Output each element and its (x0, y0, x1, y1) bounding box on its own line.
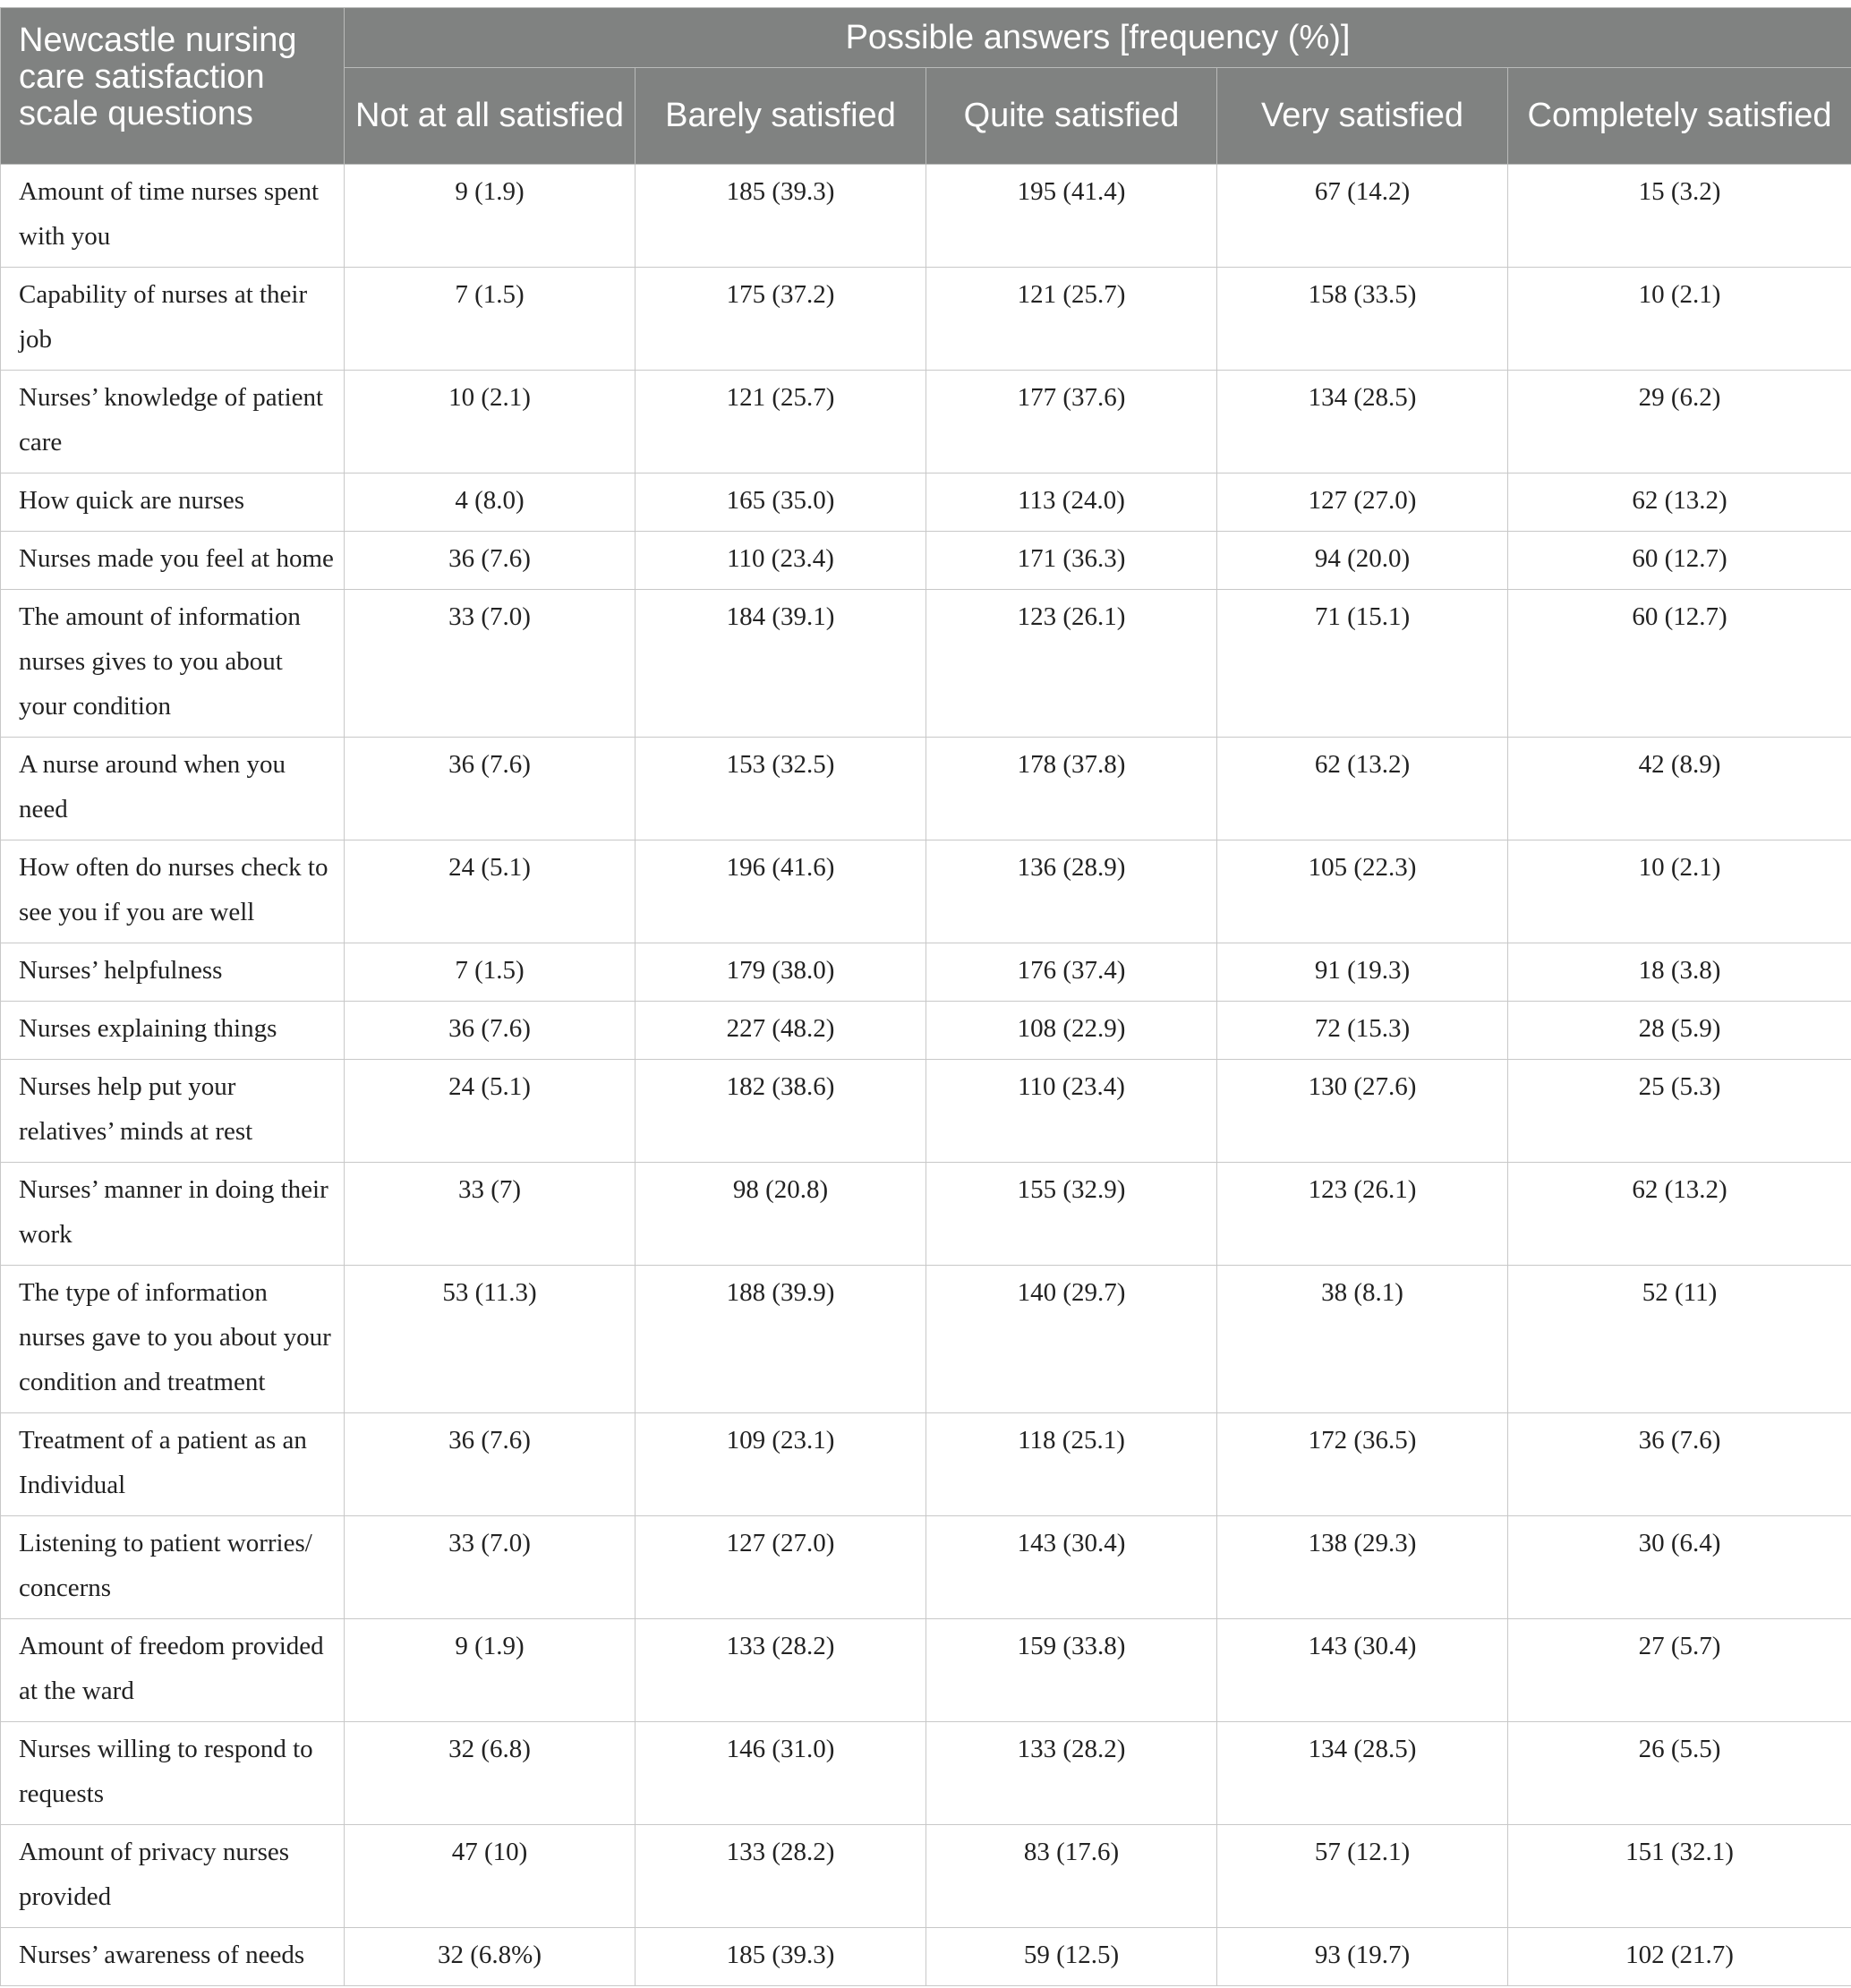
question-cell: Nurses explaining things (1, 1002, 345, 1060)
table-row (1, 1825, 1851, 1928)
value-cell-not-at-all-satisfied: 36 (7.6) (345, 1413, 635, 1516)
value-cell-quite-satisfied: 159 (33.8) (926, 1619, 1217, 1722)
value-cell-very-satisfied: 94 (20.0) (1217, 532, 1508, 590)
value-cell-barely-satisfied: 98 (20.8) (635, 1163, 926, 1266)
value-cell-completely-satisfied: 42 (8.9) (1508, 738, 1851, 840)
table-body (1, 165, 1851, 1986)
value-cell-barely-satisfied: 196 (41.6) (635, 840, 926, 943)
value-cell-quite-satisfied: 176 (37.4) (926, 943, 1217, 1002)
value-cell-barely-satisfied: 165 (35.0) (635, 474, 926, 532)
value-cell-quite-satisfied: 108 (22.9) (926, 1002, 1217, 1060)
value-cell-not-at-all-satisfied: 32 (6.8) (345, 1722, 635, 1825)
value-cell-completely-satisfied: 102 (21.7) (1508, 1928, 1851, 1986)
table-row (1, 590, 1851, 738)
value-cell-completely-satisfied: 10 (2.1) (1508, 840, 1851, 943)
value-cell-quite-satisfied: 140 (29.7) (926, 1266, 1217, 1413)
value-cell-very-satisfied: 105 (22.3) (1217, 840, 1508, 943)
value-cell-barely-satisfied: 227 (48.2) (635, 1002, 926, 1060)
value-cell-very-satisfied: 91 (19.3) (1217, 943, 1508, 1002)
value-cell-very-satisfied: 143 (30.4) (1217, 1619, 1508, 1722)
value-cell-completely-satisfied: 25 (5.3) (1508, 1060, 1851, 1163)
value-cell-quite-satisfied: 155 (32.9) (926, 1163, 1217, 1266)
value-cell-barely-satisfied: 179 (38.0) (635, 943, 926, 1002)
value-cell-barely-satisfied: 133 (28.2) (635, 1825, 926, 1928)
value-cell-quite-satisfied: 133 (28.2) (926, 1722, 1217, 1825)
value-cell-quite-satisfied: 118 (25.1) (926, 1413, 1217, 1516)
value-cell-not-at-all-satisfied: 32 (6.8%) (345, 1928, 635, 1986)
value-cell-not-at-all-satisfied: 36 (7.6) (345, 532, 635, 590)
value-cell-quite-satisfied: 110 (23.4) (926, 1060, 1217, 1163)
table-row (1, 371, 1851, 474)
question-cell: Nurses’ awareness of needs (1, 1928, 345, 1986)
value-cell-quite-satisfied: 136 (28.9) (926, 840, 1217, 943)
value-cell-very-satisfied: 134 (28.5) (1217, 371, 1508, 474)
value-cell-not-at-all-satisfied: 7 (1.5) (345, 943, 635, 1002)
table-row (1, 1413, 1851, 1516)
value-cell-barely-satisfied: 110 (23.4) (635, 532, 926, 590)
value-cell-quite-satisfied: 59 (12.5) (926, 1928, 1217, 1986)
value-cell-completely-satisfied: 28 (5.9) (1508, 1002, 1851, 1060)
value-cell-completely-satisfied: 36 (7.6) (1508, 1413, 1851, 1516)
value-cell-very-satisfied: 72 (15.3) (1217, 1002, 1508, 1060)
value-cell-very-satisfied: 123 (26.1) (1217, 1163, 1508, 1266)
question-cell: Listening to patient worries/ concerns (1, 1516, 345, 1619)
table-row (1, 1163, 1851, 1266)
value-cell-very-satisfied: 38 (8.1) (1217, 1266, 1508, 1413)
table-row (1, 1619, 1851, 1722)
value-cell-not-at-all-satisfied: 36 (7.6) (345, 738, 635, 840)
value-cell-quite-satisfied: 123 (26.1) (926, 590, 1217, 738)
column-header-completely-satisfied: Completely satisfied (1508, 68, 1851, 165)
value-cell-not-at-all-satisfied: 33 (7.0) (345, 1516, 635, 1619)
question-cell: How often do nurses check to see you if you are well (1, 840, 345, 943)
value-cell-very-satisfied: 172 (36.5) (1217, 1413, 1508, 1516)
value-cell-very-satisfied: 62 (13.2) (1217, 738, 1508, 840)
table-row (1, 738, 1851, 840)
column-header-quite-satisfied: Quite satisfied (926, 68, 1217, 165)
value-cell-barely-satisfied: 121 (25.7) (635, 371, 926, 474)
value-cell-barely-satisfied: 153 (32.5) (635, 738, 926, 840)
table-row (1, 532, 1851, 590)
value-cell-completely-satisfied: 26 (5.5) (1508, 1722, 1851, 1825)
table-header (1, 8, 1851, 165)
value-cell-quite-satisfied: 143 (30.4) (926, 1516, 1217, 1619)
question-cell: Nurses willing to respond to requests (1, 1722, 345, 1825)
table-row (1, 474, 1851, 532)
value-cell-barely-satisfied: 185 (39.3) (635, 165, 926, 268)
column-header-barely-satisfied: Barely satisfied (635, 68, 926, 165)
value-cell-barely-satisfied: 185 (39.3) (635, 1928, 926, 1986)
table-row (1, 1928, 1851, 1986)
value-cell-barely-satisfied: 109 (23.1) (635, 1413, 926, 1516)
value-cell-completely-satisfied: 60 (12.7) (1508, 590, 1851, 738)
value-cell-not-at-all-satisfied: 53 (11.3) (345, 1266, 635, 1413)
value-cell-completely-satisfied: 10 (2.1) (1508, 268, 1851, 371)
column-header-very-satisfied: Very satisfied (1217, 68, 1508, 165)
table-row (1, 165, 1851, 268)
value-cell-barely-satisfied: 188 (39.9) (635, 1266, 926, 1413)
value-cell-very-satisfied: 67 (14.2) (1217, 165, 1508, 268)
value-cell-completely-satisfied: 27 (5.7) (1508, 1619, 1851, 1722)
value-cell-not-at-all-satisfied: 4 (8.0) (345, 474, 635, 532)
value-cell-not-at-all-satisfied: 47 (10) (345, 1825, 635, 1928)
value-cell-quite-satisfied: 83 (17.6) (926, 1825, 1217, 1928)
value-cell-very-satisfied: 130 (27.6) (1217, 1060, 1508, 1163)
value-cell-very-satisfied: 158 (33.5) (1217, 268, 1508, 371)
value-cell-very-satisfied: 93 (19.7) (1217, 1928, 1508, 1986)
table-row (1, 840, 1851, 943)
value-cell-barely-satisfied: 182 (38.6) (635, 1060, 926, 1163)
question-cell: Nurses’ manner in doing their work (1, 1163, 345, 1266)
table-row (1, 1266, 1851, 1413)
question-cell: Capability of nurses at their job (1, 268, 345, 371)
value-cell-quite-satisfied: 113 (24.0) (926, 474, 1217, 532)
value-cell-very-satisfied: 127 (27.0) (1217, 474, 1508, 532)
satisfaction-table (0, 7, 1851, 1986)
value-cell-very-satisfied: 134 (28.5) (1217, 1722, 1508, 1825)
value-cell-very-satisfied: 57 (12.1) (1217, 1825, 1508, 1928)
table-row (1, 1002, 1851, 1060)
value-cell-completely-satisfied: 15 (3.2) (1508, 165, 1851, 268)
value-cell-not-at-all-satisfied: 9 (1.9) (345, 165, 635, 268)
question-cell: Treatment of a patient as an Individual (1, 1413, 345, 1516)
column-header-not-at-all-satisfied: Not at all satisfied (345, 68, 635, 165)
question-cell: Nurses help put your relatives’ minds at rest (1, 1060, 345, 1163)
value-cell-very-satisfied: 138 (29.3) (1217, 1516, 1508, 1619)
question-cell: Nurses’ knowledge of patient care (1, 371, 345, 474)
question-cell: The type of information nurses gave to you about your condition and treatment (1, 1266, 345, 1413)
question-cell: Amount of privacy nurses provided (1, 1825, 345, 1928)
value-cell-barely-satisfied: 184 (39.1) (635, 590, 926, 738)
value-cell-not-at-all-satisfied: 36 (7.6) (345, 1002, 635, 1060)
table-row (1, 1060, 1851, 1163)
question-cell: How quick are nurses (1, 474, 345, 532)
value-cell-not-at-all-satisfied: 33 (7) (345, 1163, 635, 1266)
table-row (1, 1722, 1851, 1825)
value-cell-completely-satisfied: 60 (12.7) (1508, 532, 1851, 590)
satisfaction-table-container (0, 7, 1851, 1986)
value-cell-not-at-all-satisfied: 10 (2.1) (345, 371, 635, 474)
value-cell-completely-satisfied: 29 (6.2) (1508, 371, 1851, 474)
value-cell-quite-satisfied: 178 (37.8) (926, 738, 1217, 840)
question-cell: Amount of time nurses spent with you (1, 165, 345, 268)
question-cell: A nurse around when you need (1, 738, 345, 840)
value-cell-quite-satisfied: 121 (25.7) (926, 268, 1217, 371)
value-cell-quite-satisfied: 195 (41.4) (926, 165, 1217, 268)
value-cell-not-at-all-satisfied: 7 (1.5) (345, 268, 635, 371)
row-label-header: Newcastle nursing care satisfaction scale questions (1, 8, 345, 165)
value-cell-not-at-all-satisfied: 24 (5.1) (345, 840, 635, 943)
table-row (1, 943, 1851, 1002)
group-header: Possible answers [frequency (%)] (345, 8, 1851, 68)
table-row (1, 268, 1851, 371)
value-cell-barely-satisfied: 133 (28.2) (635, 1619, 926, 1722)
value-cell-completely-satisfied: 62 (13.2) (1508, 1163, 1851, 1266)
question-cell: Amount of freedom provided at the ward (1, 1619, 345, 1722)
value-cell-very-satisfied: 71 (15.1) (1217, 590, 1508, 738)
value-cell-barely-satisfied: 127 (27.0) (635, 1516, 926, 1619)
value-cell-quite-satisfied: 177 (37.6) (926, 371, 1217, 474)
value-cell-completely-satisfied: 30 (6.4) (1508, 1516, 1851, 1619)
value-cell-barely-satisfied: 146 (31.0) (635, 1722, 926, 1825)
value-cell-not-at-all-satisfied: 24 (5.1) (345, 1060, 635, 1163)
value-cell-completely-satisfied: 62 (13.2) (1508, 474, 1851, 532)
value-cell-completely-satisfied: 151 (32.1) (1508, 1825, 1851, 1928)
question-cell: Nurses made you feel at home (1, 532, 345, 590)
value-cell-not-at-all-satisfied: 33 (7.0) (345, 590, 635, 738)
question-cell: Nurses’ helpfulness (1, 943, 345, 1002)
value-cell-completely-satisfied: 52 (11) (1508, 1266, 1851, 1413)
table-row (1, 1516, 1851, 1619)
value-cell-completely-satisfied: 18 (3.8) (1508, 943, 1851, 1002)
value-cell-not-at-all-satisfied: 9 (1.9) (345, 1619, 635, 1722)
value-cell-quite-satisfied: 171 (36.3) (926, 532, 1217, 590)
question-cell: The amount of information nurses gives to you about your condition (1, 590, 345, 738)
value-cell-barely-satisfied: 175 (37.2) (635, 268, 926, 371)
